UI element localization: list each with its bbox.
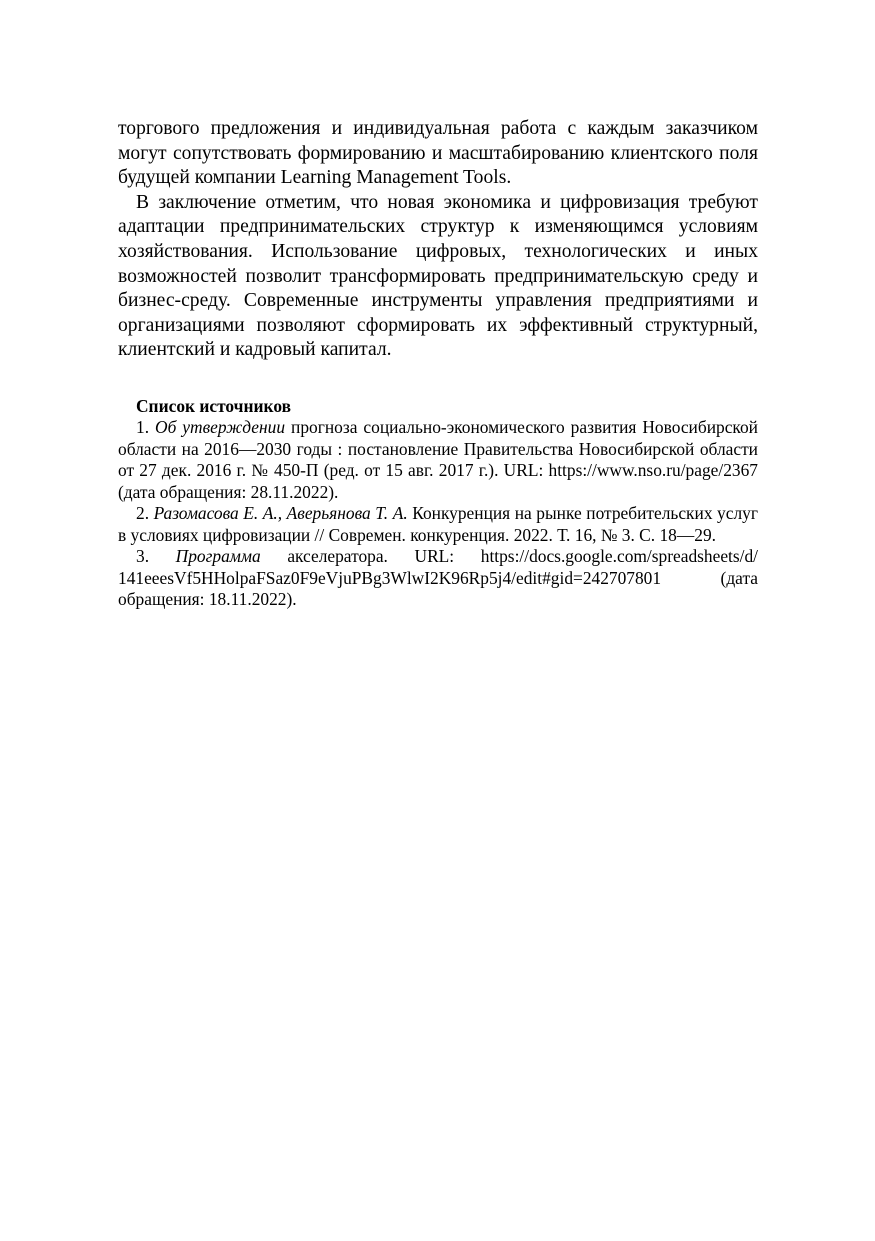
- reference-item-2: [118, 503, 758, 546]
- reference-number: 2.: [136, 503, 150, 524]
- reference-item-3: [118, 546, 758, 611]
- reference-text: Конкуренция на рынке потребительских услуг в условиях цифровизации // Современ. конкуренция. 2022. Т. 16, № 3. С. 18—29.: [118, 503, 758, 545]
- document-page: [118, 117, 758, 611]
- reference-title: Об утверждении: [155, 417, 286, 438]
- reference-number: 3.: [136, 546, 150, 567]
- references-heading: Список источников: [136, 395, 291, 416]
- reference-text: акселератора. URL: https://docs.google.com/spreadsheets/d/ 141eeesVf5HHolpaFSaz0F9eVjuPBg3WlwI2K96Rp5j4/edit#gid=242707801 (дата обращения: 18.11.2022).: [118, 546, 758, 610]
- body-paragraph-1: торгового предложения и индивидуальная работа с каждым заказчиком могут сопутствовать формированию и масштабированию клиентского поля будущей компании Learning Management Tools.: [118, 118, 758, 189]
- reference-text: прогноза социально-экономического развития Новосибирской области на 2016—2030 годы : постановление Правительства Новосибирской области от 27 дек. 2016 г. № 450-П (ред. от 15 авг. 2017 г.). URL: https://www.nso.ru/page/2367 (дата обращения: 28.11.2022).: [118, 417, 758, 502]
- reference-item-1: [118, 417, 758, 503]
- reference-number: 1.: [136, 417, 150, 438]
- body-paragraph-2: В заключение отметим, что новая экономика и цифровизация требуют адаптации предпринимательских структур к изменяющимся условиям хозяйствования. Использование цифровых, технологических и иных возможностей позволит трансформировать предпринимательскую среду и бизнес-среду. Современные инструменты управления предприятиями и организациями позволяют сформировать их эффективный структурный, клиентский и кадровый капитал.: [118, 191, 758, 361]
- reference-title: Программа: [175, 546, 261, 567]
- references-section: [118, 396, 758, 611]
- reference-authors: Разомасова Е. А., Аверьянова Т. А.: [153, 503, 408, 524]
